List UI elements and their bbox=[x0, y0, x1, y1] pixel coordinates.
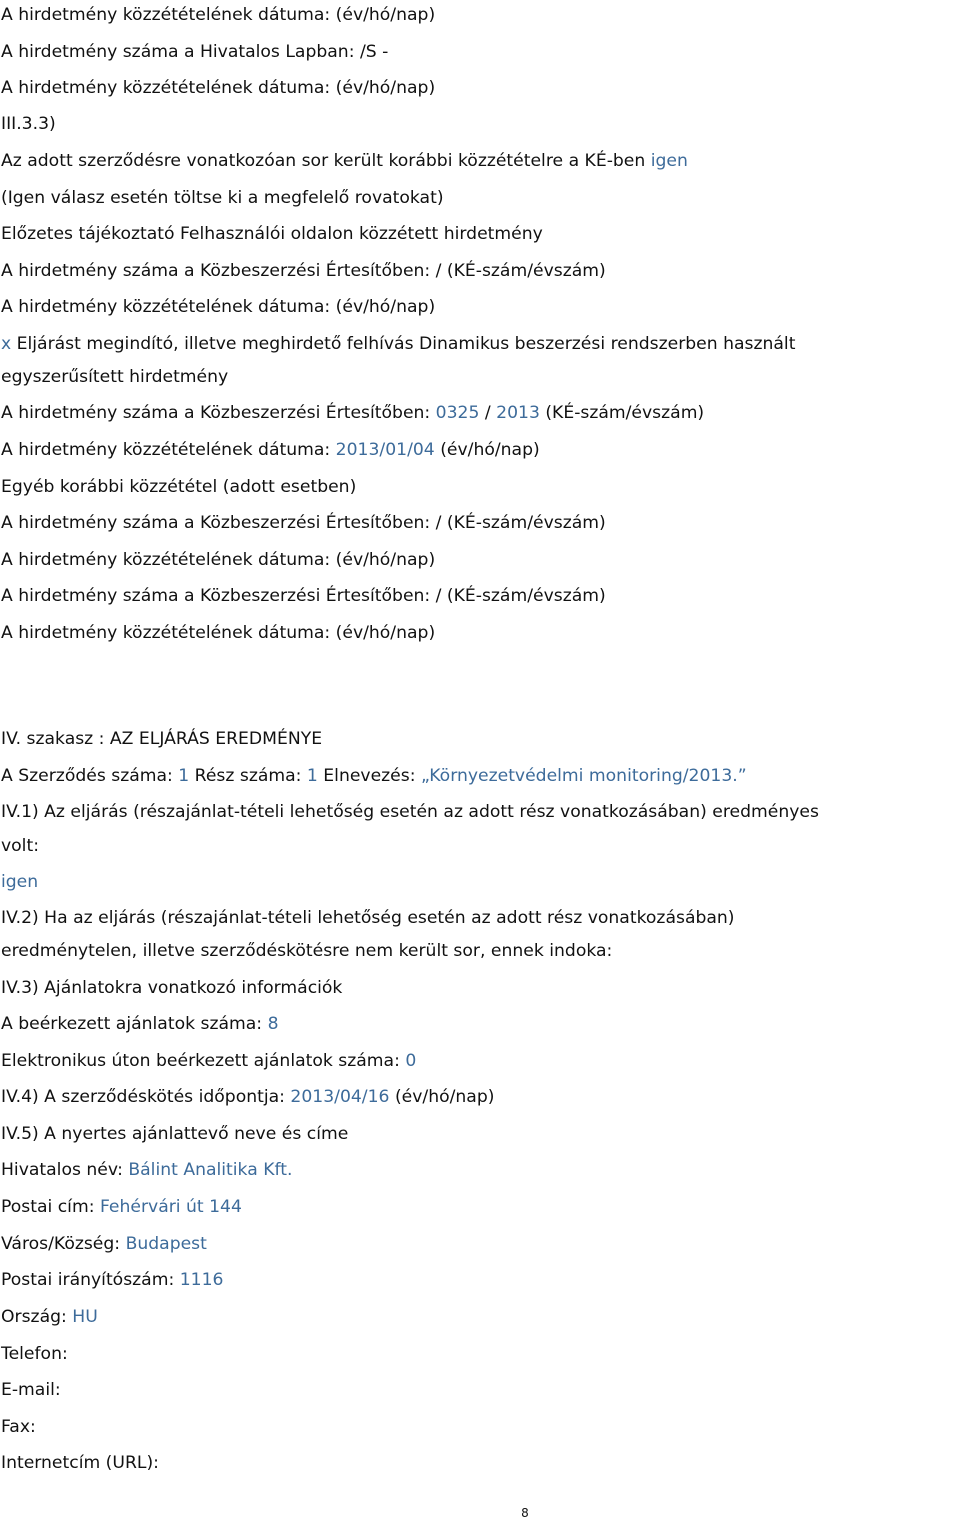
electronic-offers-value: 0 bbox=[405, 1051, 417, 1071]
postal-address-label: Postai cím: bbox=[1, 1197, 100, 1217]
postal-address-line bbox=[1, 1195, 242, 1219]
electronic-offers-line bbox=[1, 1049, 416, 1073]
notice-number-value: 0325 bbox=[435, 403, 480, 423]
fax-label: Fax: bbox=[1, 1417, 36, 1437]
contract-notice-checkmark: x bbox=[1, 334, 12, 354]
postcode-value: 1116 bbox=[179, 1270, 224, 1290]
notice-number-line-3: A hirdetmény száma a Közbeszerzési Értesítőben: / (KÉ-szám/évszám) bbox=[1, 586, 606, 606]
official-name-line bbox=[1, 1158, 292, 1182]
city-label: Város/Község: bbox=[1, 1234, 126, 1254]
other-publication-label: Egyéb korábbi közzététel (adott esetben) bbox=[1, 477, 357, 497]
contract-number-value: 1 bbox=[178, 766, 190, 786]
notice-date-line-2: A hirdetmény közzétételének dátuma: (év/hó/nap) bbox=[1, 78, 436, 98]
iv1-question-line-2: volt: bbox=[1, 836, 39, 856]
notice-number-separator: / bbox=[479, 403, 497, 423]
city-line bbox=[1, 1232, 207, 1256]
country-value: HU bbox=[72, 1307, 98, 1327]
offers-count-value: 8 bbox=[267, 1014, 279, 1034]
iv3-heading: IV.3) Ajánlatokra vonatkozó információk bbox=[1, 978, 343, 998]
postcode-line bbox=[1, 1268, 223, 1292]
notice-number-label: A hirdetmény száma a Közbeszerzési Értesítőben: bbox=[1, 403, 436, 423]
prior-info-options: Előzetes tájékoztató Felhasználói oldalon közzétett hirdetmény bbox=[1, 224, 543, 244]
postcode-label: Postai irányítószám: bbox=[1, 1270, 180, 1290]
contract-notice-option bbox=[1, 332, 795, 356]
country-label: Ország: bbox=[1, 1307, 73, 1327]
previous-publication-value: igen bbox=[650, 151, 688, 171]
notice-date-line-1: A hirdetmény közzétételének dátuma: (év/hó/nap) bbox=[1, 5, 436, 25]
contract-date-line bbox=[1, 1085, 494, 1109]
official-name-label: Hivatalos név: bbox=[1, 1160, 129, 1180]
contract-name-value: „Környezetvédelmi monitoring/2013.” bbox=[420, 766, 747, 786]
contract-name-label: Elnevezés: bbox=[317, 766, 421, 786]
part-number-value: 1 bbox=[306, 766, 318, 786]
contract-date-value: 2013/04/16 bbox=[290, 1087, 390, 1107]
previous-publication-label: Az adott szerződésre vonatkozóan sor került korábbi közzétételre a KÉ-ben bbox=[1, 151, 651, 171]
iv2-question-line-1: IV.2) Ha az eljárás (részajánlat-tételi lehetőség esetén az adott rész vonatkozásában) bbox=[1, 908, 735, 928]
page-number: 8 bbox=[521, 1506, 529, 1520]
contract-number-label: A Szerződés száma: bbox=[1, 766, 179, 786]
notice-year-value: 2013 bbox=[496, 403, 540, 423]
electronic-offers-label: Elektronikus úton beérkezett ajánlatok száma: bbox=[1, 1051, 406, 1071]
contract-notice-label: Eljárást megindító, illetve meghirdető felhívás Dinamikus beszerzési rendszerben használt bbox=[11, 334, 796, 354]
notice-number-suffix: (KÉ-szám/évszám) bbox=[539, 403, 705, 423]
iv1-question-line-1: IV.1) Az eljárás (részajánlat-tételi lehetőség esetén az adott rész vonatkozásában) eredményes bbox=[1, 802, 819, 822]
iv2-question-line-2: eredménytelen, illetve szerződéskötésre nem került sor, ennek indoka: bbox=[1, 941, 613, 961]
contract-line bbox=[1, 764, 747, 788]
iv5-heading: IV.5) A nyertes ajánlattevő neve és címe bbox=[1, 1124, 349, 1144]
official-name-value: Bálint Analitika Kft. bbox=[128, 1160, 293, 1180]
notice-number-line-filled bbox=[1, 401, 704, 425]
notice-number-line-1: A hirdetmény száma a Közbeszerzési Értesítőben: / (KÉ-szám/évszám) bbox=[1, 261, 606, 281]
country-line bbox=[1, 1305, 98, 1329]
city-value: Budapest bbox=[125, 1234, 207, 1254]
offers-count-label: A beérkezett ajánlatok száma: bbox=[1, 1014, 268, 1034]
notice-date-line-4: A hirdetmény közzétételének dátuma: (év/hó/nap) bbox=[1, 550, 436, 570]
contract-date-suffix: (év/hó/nap) bbox=[389, 1087, 495, 1107]
notice-date-line-filled bbox=[1, 438, 540, 462]
fill-instructions: (Igen válasz esetén töltse ki a megfelelő rovatokat) bbox=[1, 188, 444, 208]
offers-count-line bbox=[1, 1012, 279, 1036]
notice-date-suffix: (év/hó/nap) bbox=[434, 440, 540, 460]
notice-date-line-5: A hirdetmény közzétételének dátuma: (év/hó/nap) bbox=[1, 623, 436, 643]
notice-date-value: 2013/01/04 bbox=[335, 440, 435, 460]
postal-address-value: Fehérvári út 144 bbox=[99, 1197, 242, 1217]
phone-label: Telefon: bbox=[1, 1344, 68, 1364]
previous-publication-line bbox=[1, 149, 688, 173]
simplified-notice-label: egyszerűsített hirdetmény bbox=[1, 367, 229, 387]
notice-date-label: A hirdetmény közzétételének dátuma: bbox=[1, 440, 336, 460]
notice-number-line-2: A hirdetmény száma a Közbeszerzési Értesítőben: / (KÉ-szám/évszám) bbox=[1, 513, 606, 533]
section-iii-3-3-heading: III.3.3) bbox=[1, 114, 56, 134]
email-label: E-mail: bbox=[1, 1380, 61, 1400]
url-label: Internetcím (URL): bbox=[1, 1453, 159, 1473]
part-number-label: Rész száma: bbox=[189, 766, 307, 786]
official-journal-number-line: A hirdetmény száma a Hivatalos Lapban: /S - bbox=[1, 42, 389, 62]
iv1-answer: igen bbox=[1, 872, 39, 892]
contract-date-label: IV.4) A szerződéskötés időpontja: bbox=[1, 1087, 291, 1107]
notice-date-line-3: A hirdetmény közzétételének dátuma: (év/hó/nap) bbox=[1, 297, 436, 317]
section-iv-heading: IV. szakasz : AZ ELJÁRÁS EREDMÉNYE bbox=[1, 729, 323, 749]
